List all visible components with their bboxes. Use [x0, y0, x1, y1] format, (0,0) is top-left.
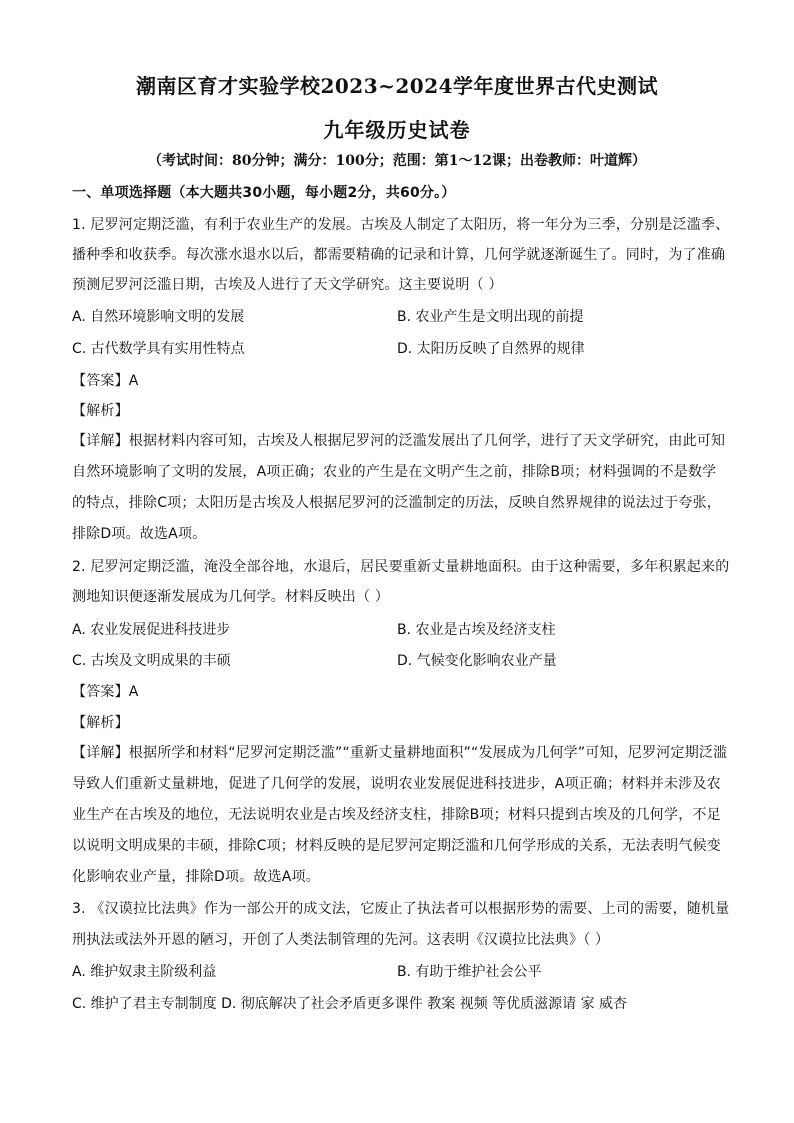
q1-detail-line-3: 的特点，排除C项；太阳历是古埃及人根据尼罗河的泛滥制定的历法，反映自然界规律的说法过于夸张， [72, 495, 721, 511]
q2-option-c: C. 古埃及文明成果的丰硕 [72, 653, 231, 669]
q2-detail-line-3: 业生产在古埃及的地位，无法说明农业是古埃及经济支柱，排除B项；材料只提到古埃及的几何学，不足 [72, 807, 721, 823]
q2-detail-line-4: 以说明文明成果的丰硕，排除C项；材料反映的是尼罗河定期泛滥和几何学形成的关系，无法表明气候变 [72, 838, 721, 854]
q1-stem-line-3: 预测尼罗河泛滥日期，古埃及人进行了天文学研究。这主要说明（ ） [72, 277, 503, 293]
exam-subtitle: 九年级历史试卷 [323, 118, 471, 142]
q1-option-d: D. 太阳历反映了自然界的规律 [397, 341, 585, 357]
exam-title: 潮南区育才实验学校2023~2024学年度世界古代史测试 [135, 74, 659, 98]
q2-detail-line-5: 化影响农业产量，排除D项。故选A项。 [72, 869, 320, 885]
q1-option-a: A. 自然环境影响文明的发展 [72, 309, 245, 325]
q2-detail-line-2: 导致人们重新丈量耕地，促进了几何学的发展，说明农业发展促进科技进步，A项正确；材料并未涉及农 [72, 776, 721, 792]
q3-option-a: A. 维护奴隶主阶级利益 [72, 964, 217, 980]
q2-option-b: B. 农业是古埃及经济支柱 [397, 622, 556, 638]
q3-stem-line-2: 刑执法或法外开恩的陋习，开创了人类法制管理的先河。这表明《汉谟拉比法典》（ ） [72, 932, 610, 948]
q1-detail-line-1: 【详解】根据材料内容可知，古埃及人根据尼罗河的泛滥发展出了几何学，进行了天文学研究，由此可知 [72, 433, 726, 449]
q1-detail-line-4: 排除D项。故选A项。 [72, 526, 207, 542]
exam-info: （考试时间：80分钟；满分：100分；范围：第1～12课；出卷教师：叶道辉） [148, 153, 646, 169]
q3-stem-line-1: 3. 《汉谟拉比法典》作为一部公开的成文法，它废止了执法者可以根据形势的需要、上司的需要，随机量 [72, 901, 730, 917]
q2-option-a: A. 农业发展促进科技进步 [72, 622, 231, 638]
q1-stem-line-1: 1. 尼罗河定期泛滥，有利于农业生产的发展。古埃及人制定了太阳历，将一年分为三季，分别是泛滥季、 [72, 217, 730, 233]
q2-analysis-label: 【解析】 [72, 715, 129, 731]
q2-stem-line-2: 测地知识便逐渐发展成为几何学。材料反映出（ ） [72, 589, 390, 605]
q3-option-b: B. 有助于维护社会公平 [397, 964, 542, 980]
q1-answer: 【答案】A [72, 373, 139, 389]
q2-stem-line-1: 2. 尼罗河定期泛滥，淹没全部谷地，水退后，居民要重新丈量耕地面积。由于这种需要，多年积累起来的 [72, 559, 730, 575]
q2-answer: 【答案】A [72, 684, 139, 700]
q1-option-b: B. 农业产生是文明出现的前提 [397, 309, 584, 325]
q1-analysis-label: 【解析】 [72, 403, 129, 419]
q2-detail-line-1: 【详解】根据所学和材料“尼罗河定期泛滥”“重新丈量耕地面积”“发展成为几何学”可知，尼罗河定期泛滥 [72, 745, 728, 761]
q1-option-c: C. 古代数学具有实用性特点 [72, 341, 245, 357]
q1-detail-line-2: 自然环境影响了文明的发展，A项正确；农业的产生是在文明产生之前，排除B项；材料强调的不是数学 [72, 464, 717, 480]
section-heading: 一、单项选择题（本大题共30小题，每小题2分，共60分。） [72, 185, 456, 201]
q3-option-c-d: C. 维护了君主专制制度 D. 彻底解决了社会矛盾更多课件 教案 视频 等优质滋源请 家 威杏 [72, 996, 628, 1012]
q1-stem-line-2: 播种季和收获季。每次涨水退水以后，都需要精确的记录和计算，几何学就逐渐诞生了。同时，为了准确 [72, 247, 726, 263]
q2-option-d: D. 气候变化影响农业产量 [397, 653, 557, 669]
